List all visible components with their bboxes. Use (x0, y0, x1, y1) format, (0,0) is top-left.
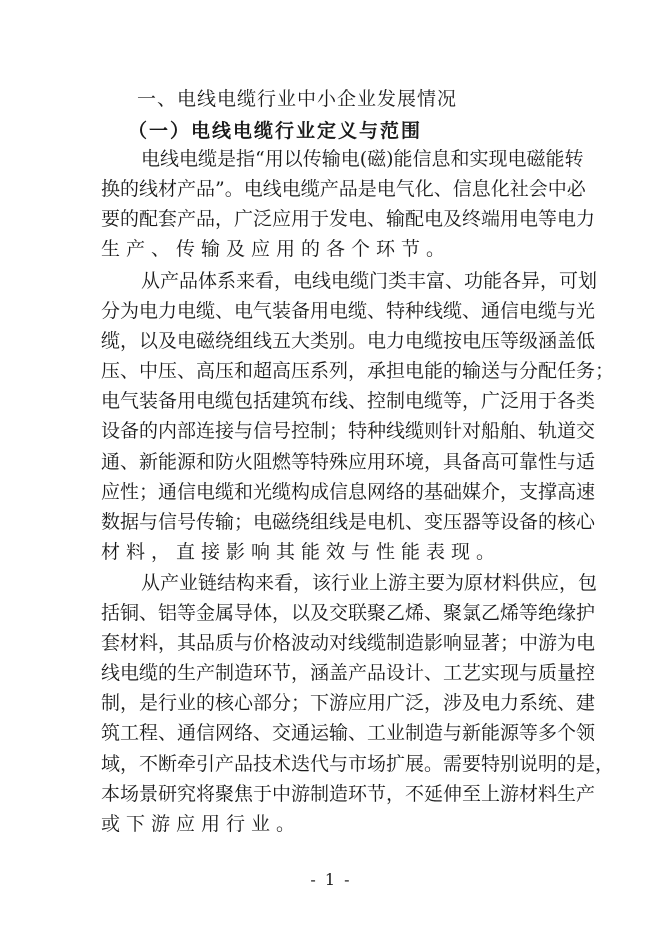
text-line: 制，是行业的核心部分；下游应用广泛，涉及电力系统、建 (101, 692, 596, 715)
text-line: 要的配套产品，广泛应用于发电、输配电及终端用电等电力 (101, 208, 596, 231)
page-number: - 1 - (310, 870, 352, 889)
section-title: 一、电线电缆行业中小企业发展情况 (137, 88, 458, 110)
text-line: 域，不断牵引产品技术迭代与市场扩展。需要特别说明的是， (101, 752, 615, 775)
text-line: 从产业链结构来看，该行业上游主要为原材料供应，包 (141, 572, 598, 594)
text-line: 筑工程、通信网络、交通运输、工业制造与新能源等多个领 (101, 722, 596, 745)
text-line: 括铜、铝等金属导体，以及交联聚乙烯、聚氯乙烯等绝缘护 (101, 602, 596, 625)
text-line: 数据与信号传输；电磁绕组线是电机、变压器等设备的核心 (101, 510, 596, 533)
text-line: 或下游应用行业。 (101, 812, 302, 835)
text-line: 套材料，其品质与价格波动对线缆制造影响显著；中游为电 (101, 632, 596, 655)
text-line: 应性；通信电缆和光缆构成信息网络的基础媒介，支撑高速 (101, 480, 596, 503)
paragraph-definition (101, 144, 596, 264)
paragraph-product-system (101, 266, 615, 567)
text-line: 设备的内部连接与信号控制；特种线缆则针对船舶、轨道交 (101, 420, 596, 443)
paragraph-industry-chain (101, 568, 615, 839)
text-line: 分为电力电缆、电气装备用电缆、特种线缆、通信电缆与光 (101, 300, 596, 323)
text-line: 压、中压、高压和超高压系列，承担电能的输送与分配任务； (101, 360, 615, 383)
text-line: 电线电缆是指“用以传输电(磁)能信息和实现电磁能转 (141, 148, 584, 170)
text-line: 生产、传输及应用的各个环节。 (101, 238, 452, 261)
text-line: 线电缆的生产制造环节，涵盖产品设计、工艺实现与质量控 (101, 662, 596, 685)
text-line: 缆，以及电磁绕组线五大类别。电力电缆按电压等级涵盖低 (101, 330, 596, 353)
text-line: 电气装备用电缆包括建筑布线、控制电缆等，广泛用于各类 (101, 390, 596, 413)
text-line: 换的线材产品”。电线电缆产品是电气化、信息化社会中必 (101, 178, 586, 201)
text-line: 本场景研究将聚焦于中游制造环节，不延伸至上游材料生产 (101, 782, 596, 805)
text-line: 通、新能源和防火阻燃等特殊应用环境，具备高可靠性与适 (101, 450, 596, 473)
subsection-heading: （一）电线电缆行业定义与范围 (128, 120, 423, 142)
text-line: 材料，直接影响其能效与性能表现。 (101, 540, 502, 563)
text-line: 从产品体系来看，电线电缆门类丰富、功能各异，可划 (141, 270, 598, 292)
